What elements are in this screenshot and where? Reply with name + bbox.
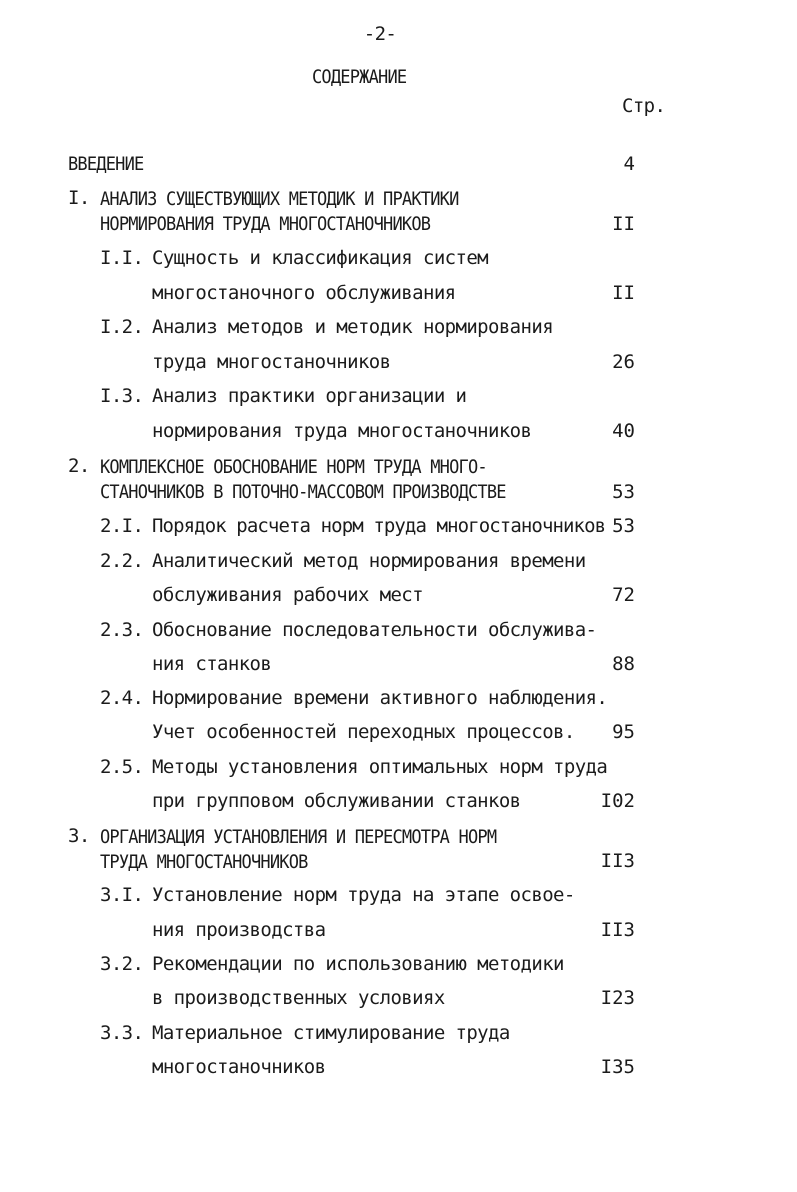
toc-entry-2-5-number: 2.5.	[100, 756, 144, 778]
toc-entry-1-1-line2: многостаночного обслуживания	[152, 282, 456, 304]
toc-entry-1-line1: АНАЛИЗ СУЩЕСТВУЮЩИХ МЕТОДИК И ПРАКТИКИ	[100, 188, 459, 211]
toc-entry-2-3-page: 88	[612, 653, 635, 675]
toc-entry-2-5-line2: при групповом обслуживании станков	[152, 790, 521, 812]
toc-entry-intro-page: 4	[623, 153, 635, 175]
toc-entry-1-1-line1: Сущность и классификация систем	[152, 247, 489, 269]
toc-entry-2-2-line2: обслуживания рабочих мест	[152, 584, 423, 606]
toc-entry-2-5-line1: Методы установления оптимальных норм труда	[152, 756, 608, 778]
toc-entry-3-3-number: 3.3.	[100, 1022, 144, 1044]
toc-entry-3-1-line1: Установление норм труда на этапе освое-	[152, 884, 575, 906]
toc-entry-2-4-page: 95	[612, 721, 635, 743]
toc-entry-3-2-line1: Рекомендации по использованию методики	[152, 953, 564, 975]
toc-entry-1-1-page: II	[612, 282, 635, 304]
toc-entry-2-3-line1: Обоснование последовательности обслужива-	[152, 619, 597, 641]
toc-entry-2-2-page: 72	[612, 584, 635, 606]
toc-entry-2-4-line1: Нормирование времени активного наблюдения.	[152, 687, 608, 709]
toc-entry-2-2-line1: Аналитический метод нормирования времени	[152, 550, 586, 572]
toc-entry-1-2-number: I.2.	[100, 316, 144, 338]
toc-entry-2-line2: СТАНОЧНИКОВ В ПОТОЧНО-МАССОВОМ ПРОИЗВОДСТВЕ	[100, 481, 506, 504]
toc-entry-2-4-number: 2.4.	[100, 687, 144, 709]
toc-entry-3-1-page: II3	[600, 919, 635, 941]
toc-entry-2-number: 2.	[68, 455, 90, 477]
toc-entry-2-3-number: 2.3.	[100, 619, 144, 641]
toc-entry-1-3-number: I.3.	[100, 385, 144, 407]
toc-entry-1-page: II	[612, 213, 635, 235]
toc-entry-2-4-line2: Учет особенностей переходных процессов.	[152, 721, 575, 743]
toc-entry-3-1-number: 3.I.	[100, 884, 144, 906]
toc-entry-3-number: 3.	[68, 825, 90, 847]
toc-entry-1-3-page: 40	[612, 420, 635, 442]
toc-entry-1-line2: НОРМИРОВАНИЯ ТРУДА МНОГОСТАНОЧНИКОВ	[100, 213, 431, 236]
toc-entry-2-line1: КОМПЛЕКСНОЕ ОБОСНОВАНИЕ НОРМ ТРУДА МНОГО-	[100, 456, 487, 479]
toc-entry-1-2-line2: труда многостаночников	[152, 351, 391, 373]
toc-entry-3-page: II3	[600, 850, 635, 872]
toc-entry-2-page: 53	[612, 481, 635, 503]
toc-entry-1-1-number: I.I.	[100, 247, 144, 269]
toc-entry-3-3-line2: многостаночников	[152, 1056, 326, 1078]
toc-entry-1-3-line1: Анализ практики организации и	[152, 385, 467, 407]
toc-entry-2-5-page: I02	[600, 790, 635, 812]
toc-entry-2-1-line1: Порядок расчета норм труда многостаночников	[152, 515, 606, 537]
toc-entry-1-number: I.	[68, 187, 90, 209]
toc-entry-intro-title: ВВЕДЕНИЕ	[68, 153, 144, 176]
toc-entry-1-2-line1: Анализ методов и методик нормирования	[152, 316, 554, 338]
toc-entry-3-2-line2: в производственных условиях	[152, 987, 445, 1009]
toc-entry-1-3-line2: нормирования труда многостаночников	[152, 420, 532, 442]
toc-entry-3-line1: ОРГАНИЗАЦИЯ УСТАНОВЛЕНИЯ И ПЕРЕСМОТРА НОРМ	[100, 826, 497, 849]
toc-entry-2-1-page: 53	[612, 515, 635, 537]
toc-entry-2-2-number: 2.2.	[100, 550, 144, 572]
toc-entry-2-1-number: 2.I.	[100, 515, 144, 537]
toc-title: СОДЕРЖАНИЕ	[312, 66, 407, 89]
toc-entry-3-3-page: I35	[600, 1056, 635, 1078]
toc-entry-2-3-line2: ния станков	[152, 653, 272, 675]
toc-entry-3-3-line1: Материальное стимулирование труда	[152, 1022, 510, 1044]
toc-entry-3-2-number: 3.2.	[100, 953, 144, 975]
page-number: -2-	[363, 23, 397, 45]
page-column-label: Стр.	[622, 95, 666, 117]
toc-entry-3-line2: ТРУДА МНОГОСТАНОЧНИКОВ	[100, 851, 308, 874]
toc-entry-3-1-line2: ния производства	[152, 919, 326, 941]
toc-entry-1-2-page: 26	[612, 351, 635, 373]
toc-entry-3-2-page: I23	[600, 987, 635, 1009]
